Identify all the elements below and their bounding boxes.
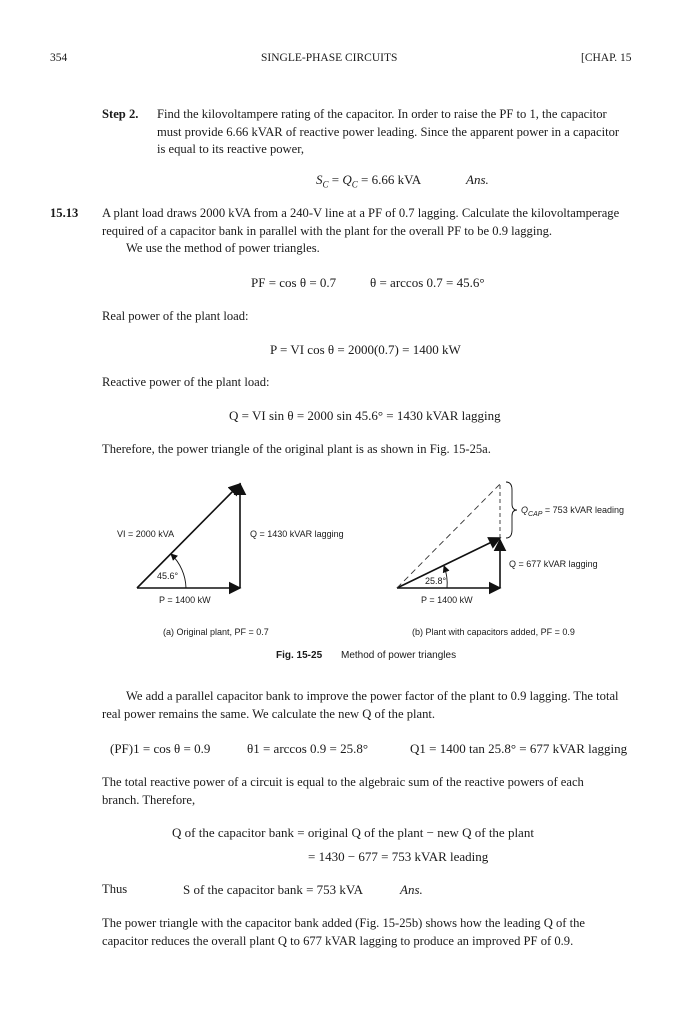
eq-capacitor-q: Q of the capacitor bank = original Q of the plant − new Q of the plant	[172, 825, 534, 840]
real-power-label: Real power of the plant load:	[102, 309, 249, 323]
running-title: SINGLE-PHASE CIRCUITS	[261, 52, 398, 64]
step2-equation: $S_C = Q_C = 6.66$ kVA	[316, 172, 422, 190]
problem-line1: A plant load draws 2000 kVA from a 240-V line at a PF of 0.7 lagging. Calculate the kilovoltamperage	[102, 206, 620, 220]
b-qcap-brace	[506, 482, 517, 538]
page-number: 354	[50, 52, 68, 64]
after-line2: real power remains the same. We calculate the new Q of the plant.	[102, 706, 436, 721]
step2-line3: is equal to its reactive power,	[157, 142, 305, 156]
chapter-label: [CHAP. 15	[581, 52, 632, 64]
therefore-text: Therefore, the power triangle of the original plant is as shown in Fig. 15-25a.	[102, 442, 491, 456]
eq-capacitor-q-value: = 1430 − 677 = 753 kVAR leading	[308, 849, 489, 864]
eq-theta: θ = arccos 0.7 = 45.6°	[370, 275, 485, 290]
a-angle-label: 45.6°	[157, 571, 179, 581]
b-apparent-power-arrow	[397, 538, 500, 588]
eq-pf1: (PF)1 = cos θ = 0.9	[110, 741, 211, 756]
final-ans: Ans.	[400, 882, 423, 897]
b-p-label: P = 1400 kW	[421, 595, 473, 605]
final-line2: capacitor reduces the overall plant Q to 677 kVAR lagging to produce an improved PF of 0.9.	[102, 933, 574, 948]
sum-line2: branch. Therefore,	[102, 792, 196, 807]
b-angle-label: 25.8°	[425, 576, 447, 586]
step2-text	[157, 106, 652, 159]
step2-line2: must provide 6.66 kVAR of reactive power leading. Since the apparent power in a capacitor	[157, 124, 620, 139]
eq-theta1: θ1 = arccos 0.9 = 25.8°	[247, 741, 369, 756]
eq-q1: Q1 = 1400 tan 25.8° = 677 kVAR lagging	[410, 741, 628, 756]
sum-line1: The total reactive power of a circuit is equal to the algebraic sum of the reactive powers of each	[102, 775, 584, 789]
fig-title: Method of power triangles	[341, 650, 457, 661]
a-q-label: Q = 1430 kVAR lagging	[250, 529, 344, 539]
problem-line2: required of a capacitor bank in parallel with the plant for the overall PF to be 0.9 lagging.	[102, 223, 553, 238]
a-caption: (a) Original plant, PF = 0.7	[163, 627, 269, 637]
thus-label: Thus	[102, 882, 128, 896]
final-line1: The power triangle with the capacitor bank added (Fig. 15-25b) shows how the leading Q of the	[102, 916, 585, 930]
eq-reactive-power: Q = VI sin θ = 2000 sin 45.6° = 1430 kVAR lagging	[229, 408, 501, 423]
b-original-hyp-dashed	[397, 484, 500, 588]
step2-label: Step 2.	[102, 107, 139, 121]
a-hyp-label: VI = 2000 kVA	[117, 529, 175, 539]
step2-ans: Ans.	[466, 172, 489, 187]
eq-capacitor-s: S of the capacitor bank = 753 kVA	[183, 882, 364, 897]
problem-statement	[102, 205, 652, 258]
after-line1: We add a parallel capacitor bank to improve the power factor of the plant to 0.9 lagging. The total	[126, 689, 619, 703]
b-qcap-label: $Q_{CAP} = 753$ kVAR leading	[521, 505, 625, 518]
b-caption: (b) Plant with capacitors added, PF = 0.9	[412, 627, 575, 637]
problem-line3: We use the method of power triangles.	[126, 241, 320, 255]
a-p-label: P = 1400 kW	[159, 595, 211, 605]
reactive-power-label: Reactive power of the plant load:	[102, 375, 270, 389]
fig-number: Fig. 15-25	[276, 650, 323, 661]
step2-line1: Find the kilovoltampere rating of the capacitor. In order to raise the PF to 1, the capacitor	[157, 107, 607, 121]
problem-number: 15.13	[50, 206, 79, 220]
eq-real-power: P = VI cos θ = 2000(0.7) = 1400 kW	[270, 342, 461, 357]
b-q-label: Q = 677 kVAR lagging	[509, 559, 598, 569]
sum-paragraph	[102, 774, 652, 809]
eq-pf: PF = cos θ = 0.7	[251, 275, 337, 290]
after-paragraph	[102, 688, 652, 723]
final-paragraph	[102, 915, 652, 950]
